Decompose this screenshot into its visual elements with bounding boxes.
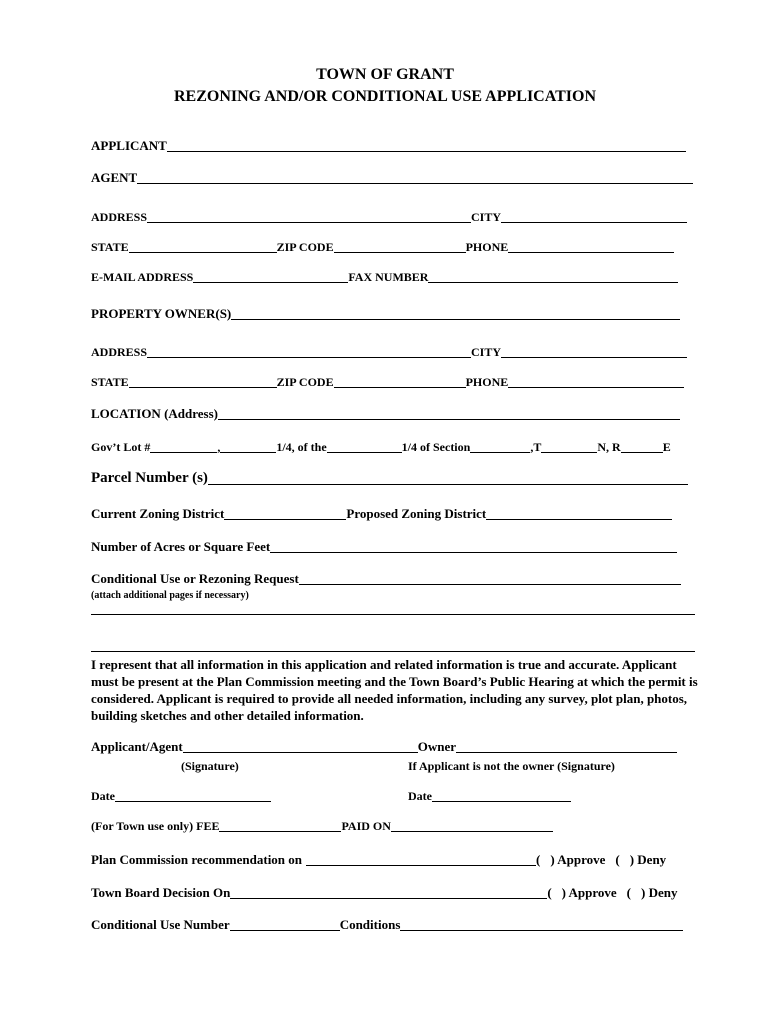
owner-city-field[interactable] <box>501 357 687 358</box>
township-label: ,T <box>530 440 542 454</box>
applicant-label: APPLICANT <box>91 138 167 153</box>
owner-state-row <box>91 375 684 390</box>
comma-text: , <box>217 440 221 454</box>
quarter-of-section-label: 1/4 of Section <box>401 440 471 454</box>
applicant-field[interactable] <box>167 151 686 152</box>
town-name: TOWN OF GRANT <box>316 66 454 83</box>
applicant-date-field[interactable] <box>115 801 271 802</box>
conditional-use-number-label: Conditional Use Number <box>91 917 230 932</box>
owner-address-field[interactable] <box>147 357 471 358</box>
owner-date-row <box>408 789 571 804</box>
approve-open-paren[interactable]: ( <box>536 852 541 867</box>
legal-description-row <box>91 440 671 455</box>
request-line-3[interactable] <box>91 651 695 652</box>
owner-state-field[interactable] <box>129 387 277 388</box>
fee-label: (For Town use only) FEE <box>91 819 220 833</box>
form-title: REZONING AND/OR CONDITIONAL USE APPLICATION <box>174 88 596 105</box>
plan-commission-label: Plan Commission recommendation on <box>91 852 303 867</box>
applicant-city-field[interactable] <box>501 222 687 223</box>
address-label: ADDRESS <box>91 210 148 224</box>
conditions-field[interactable] <box>400 930 683 931</box>
current-zoning-field[interactable] <box>224 519 346 520</box>
fee-field[interactable] <box>219 831 341 832</box>
deny-open-paren[interactable]: ( <box>626 885 632 900</box>
state-label: STATE <box>91 375 129 389</box>
parcel-field[interactable] <box>208 484 688 485</box>
owner-signature-field[interactable] <box>456 752 677 753</box>
conditions-label: Conditions <box>339 917 401 932</box>
location-field[interactable] <box>218 419 680 420</box>
quarter-of-the-label: 1/4, of the <box>276 440 327 454</box>
request-field[interactable] <box>299 584 681 585</box>
deny-open-paren[interactable]: ( <box>615 852 620 867</box>
phone-label: PHONE <box>465 375 509 389</box>
phone-label: PHONE <box>465 240 509 254</box>
location-label: LOCATION (Address) <box>91 406 219 421</box>
owner-zip-field[interactable] <box>334 387 466 388</box>
date-label: Date <box>91 789 115 803</box>
agent-row <box>91 170 693 186</box>
applicant-state-row <box>91 240 674 255</box>
applicant-signature-caption: (Signature) <box>181 759 239 773</box>
email-label: E-MAIL ADDRESS <box>91 270 194 284</box>
parcel-row <box>91 470 688 487</box>
paid-on-field[interactable] <box>391 831 553 832</box>
town-board-label: Town Board Decision On <box>91 885 231 900</box>
city-label: CITY <box>471 210 502 224</box>
acres-field[interactable] <box>270 552 677 553</box>
town-board-date-field[interactable] <box>230 898 547 899</box>
govt-lot-field[interactable] <box>150 452 217 453</box>
fax-field[interactable] <box>428 282 678 283</box>
proposed-zoning-label: Proposed Zoning District <box>346 506 487 521</box>
address-label: ADDRESS <box>91 345 148 359</box>
request-row <box>91 571 681 587</box>
range-label: N, R <box>597 440 621 454</box>
plan-commission-row <box>91 852 666 868</box>
zoning-row <box>91 506 672 522</box>
plan-commission-date-field[interactable] <box>306 865 536 866</box>
proposed-zoning-field[interactable] <box>486 519 672 520</box>
quarter-quarter-field[interactable] <box>327 452 402 453</box>
applicant-agent-label: Applicant/Agent <box>91 739 183 754</box>
city-label: CITY <box>471 345 502 359</box>
request-label: Conditional Use or Rezoning Request <box>91 571 299 586</box>
applicant-address-row <box>91 210 687 225</box>
current-zoning-label: Current Zoning District <box>91 506 225 521</box>
approve-checkbox-label[interactable]: ) Approve <box>550 852 606 867</box>
range-field[interactable] <box>621 452 663 453</box>
govt-lot-label: Gov’t Lot # <box>91 440 151 454</box>
agent-label: AGENT <box>91 170 138 185</box>
fee-row <box>91 819 553 834</box>
location-row <box>91 406 680 422</box>
property-owner-label: PROPERTY OWNER(S) <box>91 306 232 321</box>
request-line-2[interactable] <box>91 614 695 615</box>
request-note: (attach additional pages if necessary) <box>91 590 249 601</box>
conditional-use-row <box>91 917 683 933</box>
owner-date-field[interactable] <box>432 801 571 802</box>
if-not-owner-text: If Applicant is not the owner <box>408 759 555 773</box>
parcel-label: Parcel Number (s) <box>91 470 208 486</box>
applicant-row <box>91 138 686 154</box>
applicant-phone-field[interactable] <box>508 252 674 253</box>
zip-label: ZIP CODE <box>276 240 334 254</box>
email-field[interactable] <box>193 282 348 283</box>
conditional-use-number-field[interactable] <box>230 930 340 931</box>
certification-statement: I represent that all information in this application and related information is true and accurate. Applicant must be present at the Plan Commission meeting and the Town Board’s Public Hearing at which the permit is considered. Applicant is required to provide all needed information, including any survey, plot plan, photos, building sketches and other detailed information. <box>91 657 698 723</box>
owner-address-row <box>91 345 687 360</box>
approve-open-paren[interactable]: ( <box>547 885 552 900</box>
applicant-state-field[interactable] <box>129 252 277 253</box>
owner-signature-text: (Signature) <box>557 759 615 773</box>
approve-checkbox-label[interactable]: ) Approve <box>561 885 617 900</box>
deny-checkbox-label[interactable]: ) Deny <box>641 885 678 900</box>
east-label: E <box>662 440 671 454</box>
owner-signature-caption <box>408 759 615 774</box>
applicant-date-row <box>91 789 271 804</box>
paid-on-label: PAID ON <box>341 819 391 833</box>
town-board-row <box>91 885 677 901</box>
deny-checkbox-label[interactable]: ) Deny <box>629 852 667 867</box>
acres-row <box>91 539 677 555</box>
date-label: Date <box>408 789 432 803</box>
owner-phone-field[interactable] <box>508 387 684 388</box>
state-label: STATE <box>91 240 129 254</box>
quarter-field[interactable] <box>220 452 276 453</box>
zip-label: ZIP CODE <box>276 375 334 389</box>
signature-row <box>91 739 677 755</box>
applicant-address-field[interactable] <box>147 222 471 223</box>
property-owner-field[interactable] <box>231 319 680 320</box>
agent-field[interactable] <box>137 183 693 184</box>
property-owner-row <box>91 306 680 322</box>
township-field[interactable] <box>541 452 597 453</box>
section-field[interactable] <box>470 452 530 453</box>
fax-label: FAX NUMBER <box>348 270 429 284</box>
owner-label: Owner <box>417 739 457 754</box>
email-fax-row <box>91 270 678 285</box>
applicant-signature-field[interactable] <box>183 752 418 753</box>
acres-label: Number of Acres or Square Feet <box>91 539 271 554</box>
applicant-zip-field[interactable] <box>334 252 466 253</box>
